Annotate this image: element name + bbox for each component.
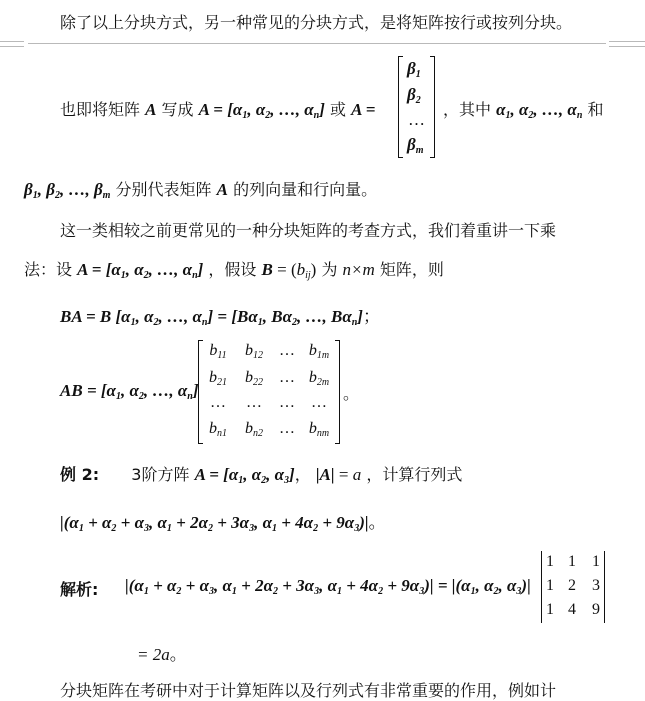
equation-AB: AB = [$\alpha_1$, $\alpha_2$, …, $\alpha_n$] (60, 381, 199, 402)
page-margin-rule-left (0, 41, 24, 42)
page-margin-rule-right-2 (609, 46, 645, 47)
b1-dots: … (279, 342, 295, 359)
b22: $b_{22}$ (245, 369, 263, 388)
solution-label: 解析: (60, 580, 99, 599)
b21: $b_{21}$ (209, 369, 227, 388)
determinant-matrix (545, 553, 605, 623)
determinant-expression: $|(\alpha_1 + \alpha_2 + \alpha_3$, $\alpha_1 + 2\alpha_2 + 3\alpha_3$, $\alpha_1 + 4\alpha_2 + 9\alpha_3)|$。 (60, 513, 386, 534)
b1m: $b_{1m}$ (308, 342, 330, 361)
b11: $b_{11}$ (209, 342, 227, 361)
det-11: 1 (546, 553, 554, 570)
det-31: 1 (546, 601, 554, 618)
b12: $b_{12}$ (245, 342, 263, 361)
det-32: 4 (568, 601, 576, 618)
solution-expression: $|(\alpha_1 + \alpha_2 + \alpha_3$, $\alpha_1 + 2\alpha_2 + 3\alpha_3$, $\alpha_1 + 4\alpha_2 + 9\alpha_3)| = |(\alpha_1$, $\alpha_2$, $\alpha_3)|$ (125, 576, 531, 597)
eq-A: $A = [\alpha_1$, $\alpha_2$, …, $\alpha_n$] (198, 100, 325, 121)
paragraph-intro: 除了以上分块方式，另一种常见的分块方式，是将矩阵按行或按列分块。 (60, 13, 573, 32)
paragraph-partition-line (60, 97, 375, 121)
left-bracket-AB (198, 340, 203, 444)
eq-A-rows: A = (351, 100, 376, 119)
dots-row-4: … (311, 394, 327, 411)
left-bracket-beta (398, 56, 403, 158)
det-21: 1 (546, 577, 554, 594)
page-margin-rule (28, 43, 606, 44)
example-2: 例 2: 3阶方阵 $A = [\alpha_1$, $\alpha_2$, $\alpha_3$]， |A| = a ，计算行列式 (60, 465, 463, 486)
dots-row-1: … (210, 394, 226, 411)
b2m: $b_{2m}$ (308, 369, 330, 388)
bn-dots: … (279, 420, 295, 437)
bn2: $b_{n2}$ (245, 420, 263, 439)
bn1: $b_{n1}$ (209, 420, 227, 439)
solution-result: = 2a。 (137, 645, 187, 665)
det-12: 1 (568, 553, 576, 570)
det-33: 9 (592, 601, 600, 618)
text-where: ，其中 $\alpha_1$, $\alpha_2$, …, $\alpha_n$ 和 (443, 100, 604, 121)
paragraph-multiplication: 这一类相较之前更常见的一种分块矩阵的考查方式，我们着重讲一下乘 (60, 221, 557, 240)
paragraph-vectors: $\beta_1$, $\beta_2$, …, $\beta_m$ 分别代表矩阵 A 的列向量和行向量。 (24, 180, 378, 201)
dots-row-3: … (279, 394, 295, 411)
dots-row-2: … (246, 394, 262, 411)
det-22: 2 (568, 577, 576, 594)
right-bracket-beta (430, 56, 435, 158)
matrix-b (205, 342, 335, 442)
det-bar-left (541, 551, 542, 623)
bnm: $b_{nm}$ (308, 420, 330, 439)
beta1: $\beta_1$ (407, 59, 421, 80)
b2-dots: … (279, 369, 295, 386)
page-margin-rule-right (609, 41, 645, 42)
betam: $\beta_m$ (407, 135, 424, 156)
right-bracket-AB (335, 340, 340, 444)
det-23: 3 (592, 577, 600, 594)
det-bar-right (604, 551, 605, 623)
period-AB: 。 (343, 384, 360, 403)
page-margin-rule-left-2 (0, 46, 24, 47)
text-prefix: 也即将矩阵 (60, 100, 141, 119)
example-2-label: 例 2: (60, 465, 100, 484)
paragraph-assume: 法：设 $A = [\alpha_1$, $\alpha_2$, …, $\alpha_n$] ，假设 $B = (b_{ij})$ 为 n×m 矩阵，则 (24, 260, 444, 281)
paragraph-closing: 分块矩阵在考研中对于计算矩阵以及行列式有非常重要的作用，例如计 (60, 681, 557, 700)
det-13: 1 (592, 553, 600, 570)
beta-dots: … (408, 110, 425, 129)
text-write-as: 写成 (161, 100, 194, 119)
text-or: 或 (329, 100, 346, 119)
beta2: $\beta_2$ (407, 85, 421, 106)
matrix-A-symbol: A (145, 100, 157, 119)
equation-BA: BA = B [$\alpha_1$, $\alpha_2$, …, $\alpha_n] = [B\alpha_1$, $B\alpha_2$, …, $B\alpha_n$]； (60, 307, 380, 328)
